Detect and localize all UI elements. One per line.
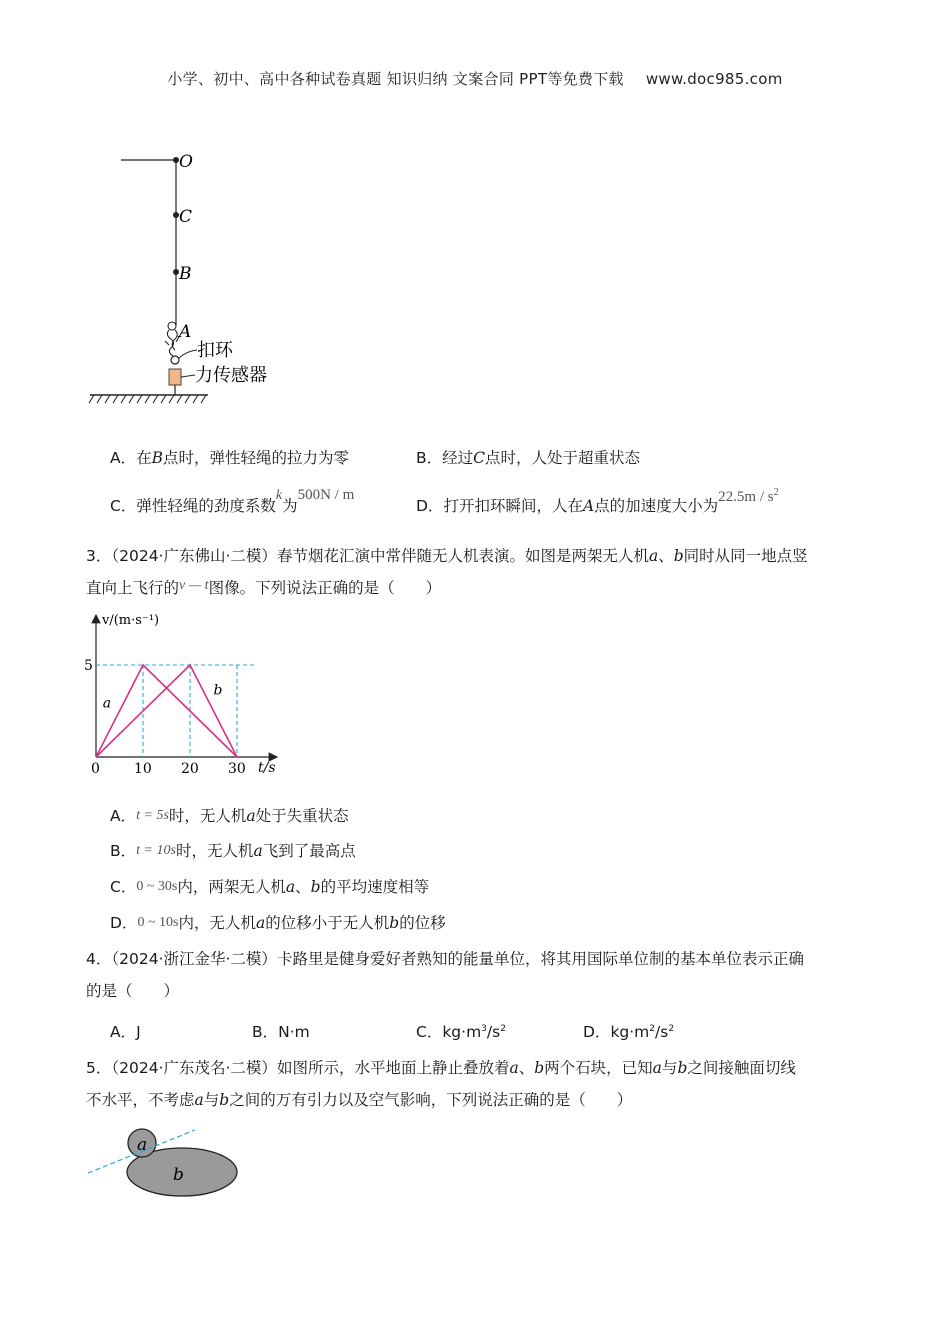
label-b: B	[179, 264, 192, 284]
stone-a-label: a	[137, 1135, 148, 1155]
q5-stem: 5．（2024·广东茂名·二模）如图所示，水平地面上静止叠放着a、b两个石块，已知a与b之间接触面切线 不水平，不考虑a与b之间的万有引力以及空气影响，下列说法正确的是（ ）	[86, 1059, 796, 1109]
q4-option-a[interactable]: A．J	[110, 1023, 141, 1041]
q3-option-a[interactable]: A．t = 5s时，无人机a处于失重状态	[110, 807, 349, 825]
header-text: 小学、初中、高中各种试卷真题 知识归纳 文案合同 PPT等免费下载	[167, 70, 624, 88]
vt-chart	[82, 607, 282, 779]
series-label-a: a	[102, 695, 112, 712]
header-url[interactable]: www.doc985.com	[645, 70, 783, 88]
sensor-label: 力传感器	[195, 365, 267, 386]
q3-option-d[interactable]: D．0 ~ 10s内，无人机a的位移小于无人机b的位移	[110, 914, 446, 932]
q2-option-a[interactable]: A．在B点时，弹性轻绳的拉力为零	[110, 449, 350, 467]
y-axis-label: v/(m·s⁻¹)	[102, 613, 160, 628]
x-tick-10: 10	[134, 761, 152, 777]
stone-b-label: b	[173, 1165, 184, 1185]
force-sensor	[169, 369, 181, 385]
page-header	[0, 68, 950, 89]
q3-option-b[interactable]: B．t = 10s时，无人机a飞到了最高点	[110, 842, 356, 860]
series-label-b: b	[213, 682, 223, 699]
ground-hatch	[89, 395, 206, 403]
rope-diagram	[85, 145, 305, 415]
x-axis-label: t/s	[258, 760, 276, 776]
q4-option-b[interactable]: B．N·m	[252, 1023, 310, 1041]
y-tick-5: 5	[84, 658, 93, 674]
buckle-label: 扣环	[197, 340, 233, 361]
q3-stem: 3．（2024·广东佛山·二模）春节烟花汇演中常伴随无人机表演。如图是两架无人机a、b同时从同一地点竖 直向上飞行的v — t图像。下列说法正确的是（ ）	[86, 547, 808, 597]
q2-option-d[interactable]: D．打开扣环瞬间，人在A点的加速度大小为$22.5m / s^2$	[416, 486, 779, 515]
series-line-b	[96, 665, 237, 757]
series-line-a	[96, 665, 237, 757]
x-tick-0: 0	[91, 761, 100, 777]
x-tick-20: 20	[181, 761, 199, 777]
label-a: A	[179, 322, 192, 342]
stones-diagram	[85, 1125, 245, 1205]
q2-option-b[interactable]: B．经过C点时，人处于超重状态	[416, 449, 641, 467]
label-c: C	[179, 207, 193, 227]
q4-option-c[interactable]: C．$kg\cdot m^3/s^2$	[416, 1023, 506, 1041]
buckle-ring	[171, 356, 179, 364]
q4-option-d[interactable]: D．$kg\cdot m^2/s^2$	[583, 1023, 675, 1041]
x-tick-30: 30	[228, 761, 246, 777]
q4-stem: 4．（2024·浙江金华·二模）卡路里是健身爱好者熟知的能量单位，将其用国际单位制的基本单位表示正确 的是（ ）	[86, 950, 804, 1000]
q3-option-c[interactable]: C．0 ~ 30s内，两架无人机a、b的平均速度相等	[110, 878, 430, 896]
q2-option-c[interactable]: C．弹性轻绳的劲度系数k为500N / m	[110, 487, 355, 515]
person-icon	[165, 322, 179, 356]
label-o: O	[179, 152, 193, 172]
